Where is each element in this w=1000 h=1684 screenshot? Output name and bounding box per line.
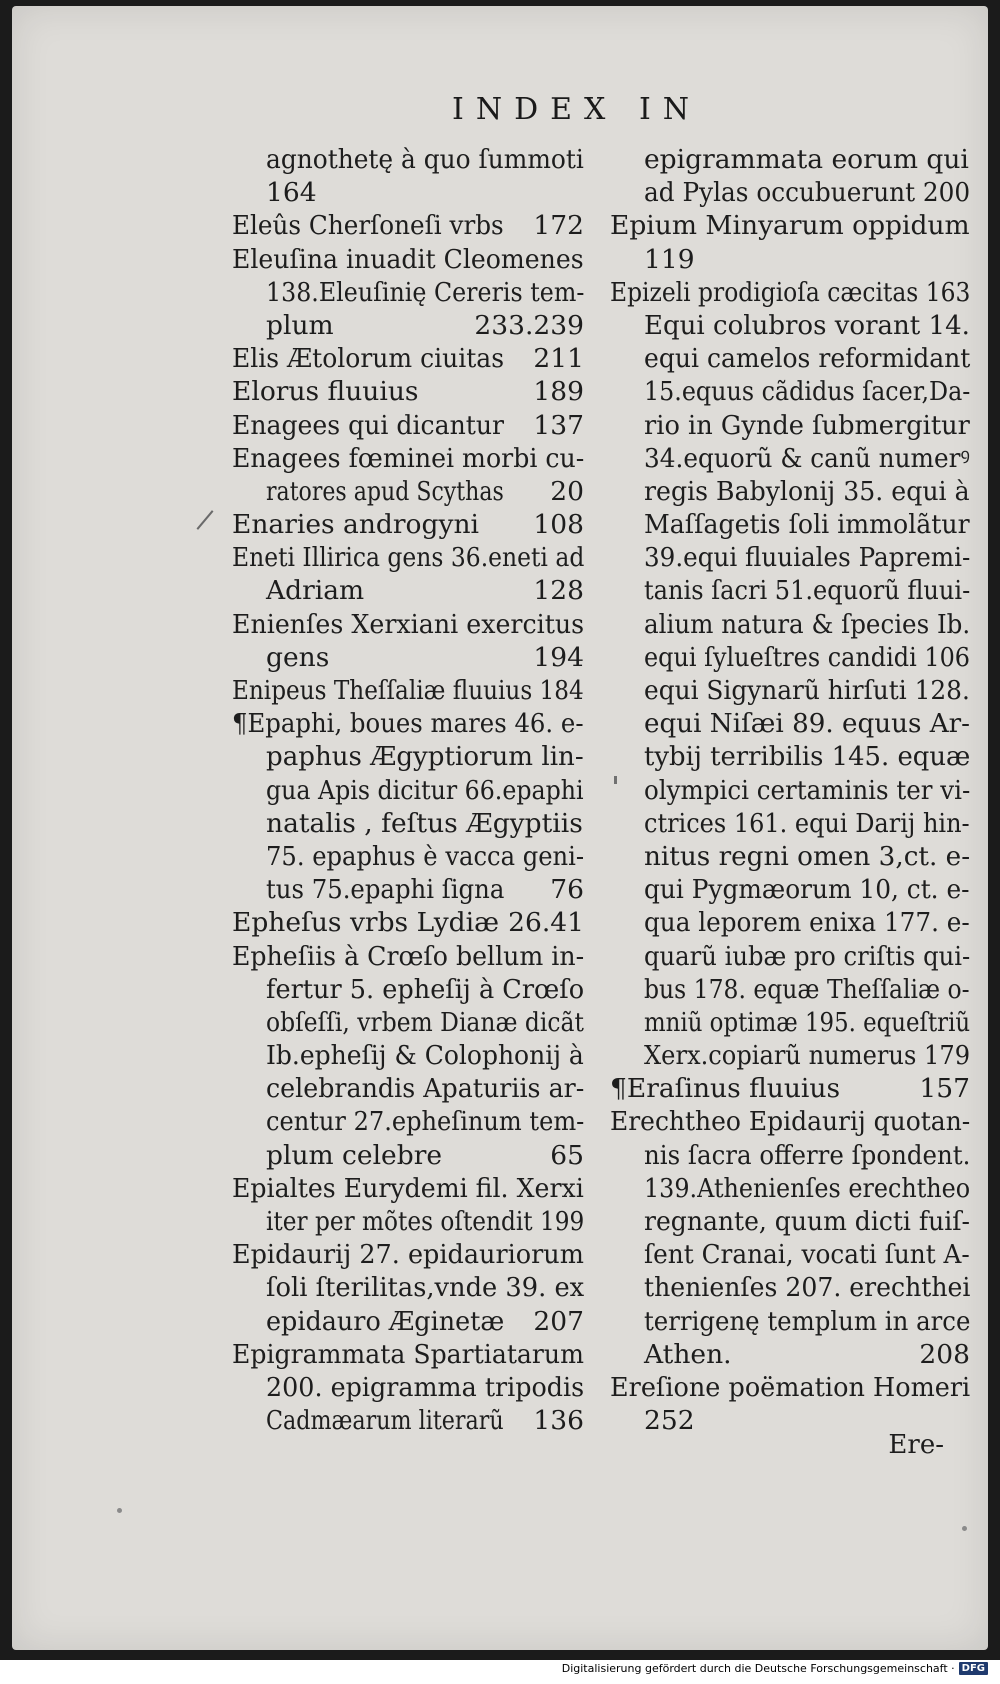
index-entry-text: thenienſes 207. erechthei bbox=[644, 1272, 971, 1304]
index-line bbox=[610, 176, 970, 209]
index-line bbox=[232, 342, 584, 375]
index-entry-text: 164 bbox=[266, 177, 317, 209]
index-entry-text: Eneti Illirica gens 36.eneti ad bbox=[232, 542, 585, 574]
index-entry-text: plum bbox=[266, 309, 334, 341]
index-entry-text: natalis , feſtus Ægyptiis bbox=[266, 807, 583, 839]
index-entry-text: gens bbox=[266, 641, 330, 673]
index-entry-text: ſoli ſterilitas,vnde 39. ex bbox=[266, 1272, 585, 1304]
index-line bbox=[232, 674, 584, 707]
index-entry-text: 75. epaphus è vacca geni- bbox=[266, 840, 585, 872]
page-reference: 233.239 bbox=[474, 309, 584, 341]
dfg-logo: DFG bbox=[959, 1662, 988, 1675]
index-entry-text: 119 bbox=[644, 243, 695, 275]
index-line bbox=[232, 1238, 584, 1271]
index-line bbox=[232, 707, 584, 740]
index-entry-text: obſeſſi, vrbem Dianæ dicãt bbox=[266, 1006, 584, 1038]
index-line bbox=[610, 143, 970, 176]
index-entry-text: ratores apud Scythas bbox=[266, 475, 504, 507]
index-entry-text: 34.equorũ & canũ numerꝰ bbox=[644, 442, 970, 474]
index-line bbox=[610, 1305, 970, 1338]
index-entry-text: Enaries androgyni bbox=[232, 509, 479, 541]
index-entry-text: 138.Eleuſinię Cereris tem- bbox=[266, 276, 585, 308]
index-line bbox=[610, 740, 970, 773]
page-reference: 65 bbox=[550, 1139, 584, 1171]
index-entry-text: epidauro Æginetæ bbox=[266, 1305, 505, 1337]
index-line bbox=[232, 1072, 584, 1105]
index-entry-text: ſent Cranai, vocati ſunt A- bbox=[644, 1239, 970, 1271]
index-line bbox=[610, 940, 970, 973]
index-line bbox=[610, 1072, 970, 1105]
index-entry-text: quarũ iubæ pro criſtis qui- bbox=[644, 940, 971, 972]
index-line bbox=[232, 740, 584, 773]
index-line bbox=[232, 641, 584, 674]
index-entry-text: Epheſiis à Crœſo bellum in- bbox=[232, 940, 585, 972]
index-line bbox=[610, 774, 970, 807]
index-line bbox=[232, 1139, 584, 1172]
index-line bbox=[232, 807, 584, 840]
index-line bbox=[610, 541, 970, 574]
index-entry-text: Xerx.copiarũ numerus 179 bbox=[644, 1040, 971, 1072]
index-line bbox=[610, 906, 970, 939]
index-entry-text: bus 178. equæ Theſſaliæ o- bbox=[644, 973, 970, 1005]
index-line bbox=[232, 1105, 584, 1138]
index-column-right bbox=[610, 143, 970, 1437]
index-entry-text: paphus Ægyptiorum lin- bbox=[266, 741, 584, 773]
index-line bbox=[610, 807, 970, 840]
index-entry-text: Epizeli prodigioſa cæcitas 163 bbox=[610, 276, 971, 308]
index-line bbox=[610, 276, 970, 309]
index-entry-text: Epium Minyarum oppidum bbox=[610, 210, 970, 242]
index-entry-text: regis Babylonij 35. equi à bbox=[644, 475, 970, 507]
index-entry-text: Epheſus vrbs Lydiæ bbox=[232, 907, 500, 939]
page-reference: 172 bbox=[533, 210, 584, 242]
index-line bbox=[232, 1205, 584, 1238]
index-line bbox=[610, 674, 970, 707]
index-entry-text: ctrices 161. equi Darij hin- bbox=[644, 807, 970, 839]
index-line bbox=[610, 442, 970, 475]
index-entry-text: rio in Gynde ſubmergitur bbox=[644, 409, 970, 441]
page-reference: 76 bbox=[550, 874, 584, 906]
index-line bbox=[232, 276, 584, 309]
index-line bbox=[610, 1371, 970, 1404]
index-line bbox=[232, 774, 584, 807]
index-entry-text: Erechtheo Epidaurij quotan- bbox=[610, 1106, 971, 1138]
page-reference: 128 bbox=[533, 575, 584, 607]
index-entry-text: Elorus fluuius bbox=[232, 376, 419, 408]
index-entry-text: 200. epigramma tripodis bbox=[266, 1371, 585, 1403]
index-line bbox=[610, 1338, 970, 1371]
index-entry-text: equi Sigynarũ hirſuti 128. bbox=[644, 675, 970, 706]
index-entry-text: Adriam bbox=[266, 575, 365, 607]
index-line bbox=[610, 1238, 970, 1271]
index-line bbox=[232, 873, 584, 906]
index-line bbox=[610, 209, 970, 242]
page-reference: 137 bbox=[533, 409, 584, 441]
page-reference: 26.41 bbox=[508, 907, 584, 939]
index-line bbox=[610, 309, 970, 342]
index-entry-text: 139.Athenienſes erechtheo bbox=[644, 1172, 971, 1204]
index-line bbox=[232, 906, 584, 939]
index-line bbox=[610, 1271, 970, 1304]
index-entry-text: 252 bbox=[644, 1405, 695, 1437]
paper-spot bbox=[117, 1508, 122, 1513]
page-reference: 189 bbox=[533, 376, 584, 408]
index-line bbox=[610, 1139, 970, 1172]
index-entry-text: plum celebre bbox=[266, 1139, 443, 1171]
index-line bbox=[232, 508, 584, 541]
index-entry-text: Athen. bbox=[644, 1338, 732, 1370]
digitization-credit bbox=[562, 1662, 988, 1675]
index-line bbox=[232, 541, 584, 574]
index-line bbox=[610, 409, 970, 442]
index-line bbox=[610, 973, 970, 1006]
index-line bbox=[232, 1371, 584, 1404]
index-line bbox=[232, 1172, 584, 1205]
index-entry-text: ad Pylas occubuerunt 200 bbox=[644, 177, 971, 209]
index-entry-text: Enienſes Xerxiani exercitus bbox=[232, 608, 585, 640]
index-line bbox=[232, 1271, 584, 1304]
paper-spot bbox=[962, 1526, 967, 1531]
index-entry-text: qui Pygmæorum 10, ct. e- bbox=[644, 874, 970, 906]
index-entry-text: Enagees fœminei morbi cu- bbox=[232, 442, 585, 474]
margin-mark bbox=[197, 510, 214, 530]
page-reference: 208 bbox=[919, 1338, 970, 1370]
index-line bbox=[232, 209, 584, 242]
index-line bbox=[610, 840, 970, 873]
index-line bbox=[232, 973, 584, 1006]
index-entry-text: Maſſagetis ſoli immolãtur bbox=[644, 509, 970, 541]
index-entry-text: Elis Ætolorum ciuitas bbox=[232, 343, 505, 375]
index-entry-text: alium natura & ſpecies Ib. bbox=[644, 608, 971, 640]
page-reference: 136 bbox=[533, 1405, 584, 1437]
index-entry-text: ¶Epaphi, boues mares 46. e- bbox=[232, 708, 584, 740]
index-entry-text: qua leporem enixa 177. e- bbox=[644, 907, 970, 939]
index-entry-text: Epigrammata Spartiatarum bbox=[232, 1338, 584, 1370]
index-entry-text: 15.equus cãdidus ſacer,Da- bbox=[644, 376, 971, 408]
index-line bbox=[610, 475, 970, 508]
index-line bbox=[610, 608, 970, 641]
index-entry-text: tus 75.epaphi ſigna bbox=[266, 874, 505, 906]
index-entry-text: equi camelos reformidant bbox=[644, 343, 971, 375]
running-title: INDEX IN bbox=[452, 92, 702, 127]
index-entry-text: 39.equi fluuiales Papremi- bbox=[644, 542, 971, 574]
index-line bbox=[610, 707, 970, 740]
index-line bbox=[610, 1039, 970, 1072]
index-line bbox=[232, 442, 584, 475]
index-line bbox=[232, 1404, 584, 1437]
index-entry-text: terrigenę templum in arce bbox=[644, 1305, 971, 1337]
index-line bbox=[232, 375, 584, 408]
index-entry-text: Equi colubros vorant 14. bbox=[644, 309, 970, 341]
index-line bbox=[232, 840, 584, 873]
index-entry-text: celebrandis Apaturiis ar- bbox=[266, 1073, 585, 1105]
index-line bbox=[610, 873, 970, 906]
page-reference: 211 bbox=[533, 343, 584, 375]
index-entry-text: tanis ſacri 51.equorũ fluui- bbox=[644, 575, 971, 607]
index-line bbox=[232, 574, 584, 607]
index-line bbox=[232, 143, 584, 176]
book-page bbox=[12, 6, 988, 1650]
index-entry-text: gua Apis dicitur 66.epaphi bbox=[266, 774, 584, 806]
page-reference: 108 bbox=[533, 509, 584, 541]
index-line bbox=[610, 1006, 970, 1039]
index-line bbox=[610, 342, 970, 375]
index-entry-text: Cadmæarum literarũ bbox=[266, 1405, 504, 1437]
index-entry-text: equi Niſæi 89. equus Ar- bbox=[644, 708, 971, 740]
index-line bbox=[232, 940, 584, 973]
catchword: Ere- bbox=[888, 1430, 944, 1460]
index-line bbox=[610, 243, 970, 276]
index-entry-text: Epidaurij 27. epidauriorum bbox=[232, 1239, 584, 1271]
index-line bbox=[610, 1105, 970, 1138]
index-entry-text: Eleûs Cherſoneſi vrbs bbox=[232, 210, 504, 242]
index-entry-text: tybij terribilis 145. equæ bbox=[644, 741, 971, 773]
page-reference: 194 bbox=[533, 641, 584, 673]
index-line bbox=[610, 375, 970, 408]
index-line bbox=[610, 508, 970, 541]
index-line bbox=[232, 243, 584, 276]
index-entry-text: Enipeus Theſſaliæ fluuius 184 bbox=[232, 675, 584, 706]
index-entry-text: ¶Eraſinus fluuius bbox=[610, 1073, 841, 1105]
index-entry-text: nitus regni omen 3,ct. e- bbox=[644, 840, 971, 872]
index-line bbox=[232, 1305, 584, 1338]
index-line bbox=[232, 409, 584, 442]
index-entry-text: epigrammata eorum qui bbox=[644, 144, 969, 175]
index-entry-text: Eleuſina inuadit Cleomenes bbox=[232, 243, 584, 275]
index-line bbox=[232, 608, 584, 641]
index-line bbox=[232, 475, 584, 508]
index-entry-text: olympici certaminis ter vi- bbox=[644, 774, 971, 806]
page-reference: 207 bbox=[533, 1305, 584, 1337]
credit-text: Digitalisierung gefördert durch die Deutsche Forschungsgemeinschaft · bbox=[561, 1662, 955, 1675]
index-line bbox=[232, 1006, 584, 1039]
index-column-left bbox=[232, 143, 584, 1437]
index-entry-text: Ereſione poëmation Homeri bbox=[610, 1371, 971, 1403]
index-entry-text: Epialtes Eurydemi fil. Xerxi bbox=[232, 1172, 584, 1204]
index-line bbox=[232, 1338, 584, 1371]
index-entry-text: equi ſylueſtres candidi 106 bbox=[644, 641, 971, 673]
index-line bbox=[610, 1172, 970, 1205]
index-entry-text: fertur 5. epheſij à Crœſo bbox=[266, 973, 585, 1005]
index-line bbox=[610, 1205, 970, 1238]
page-reference: 157 bbox=[919, 1073, 970, 1105]
index-line bbox=[610, 641, 970, 674]
index-entry-text: regnante, quum dicti fuiſ- bbox=[644, 1206, 971, 1237]
index-line bbox=[232, 1039, 584, 1072]
index-entry-text: mniũ optimæ 195. equeſtriũ bbox=[644, 1006, 971, 1038]
index-entry-text: Enagees qui dicantur bbox=[232, 409, 505, 441]
index-entry-text: iter per mõtes oſtendit 199 bbox=[266, 1206, 585, 1237]
index-line bbox=[232, 309, 584, 342]
index-entry-text: centur 27.epheſinum tem- bbox=[266, 1106, 585, 1138]
index-line bbox=[610, 574, 970, 607]
index-entry-text: Ib.epheſij & Colophonij à bbox=[266, 1040, 584, 1072]
index-line bbox=[232, 176, 584, 209]
page-reference: 20 bbox=[550, 475, 584, 507]
index-entry-text: nis ſacra offerre ſpondent. bbox=[644, 1139, 971, 1171]
index-entry-text: agnothetę à quo ſummoti bbox=[266, 144, 584, 175]
